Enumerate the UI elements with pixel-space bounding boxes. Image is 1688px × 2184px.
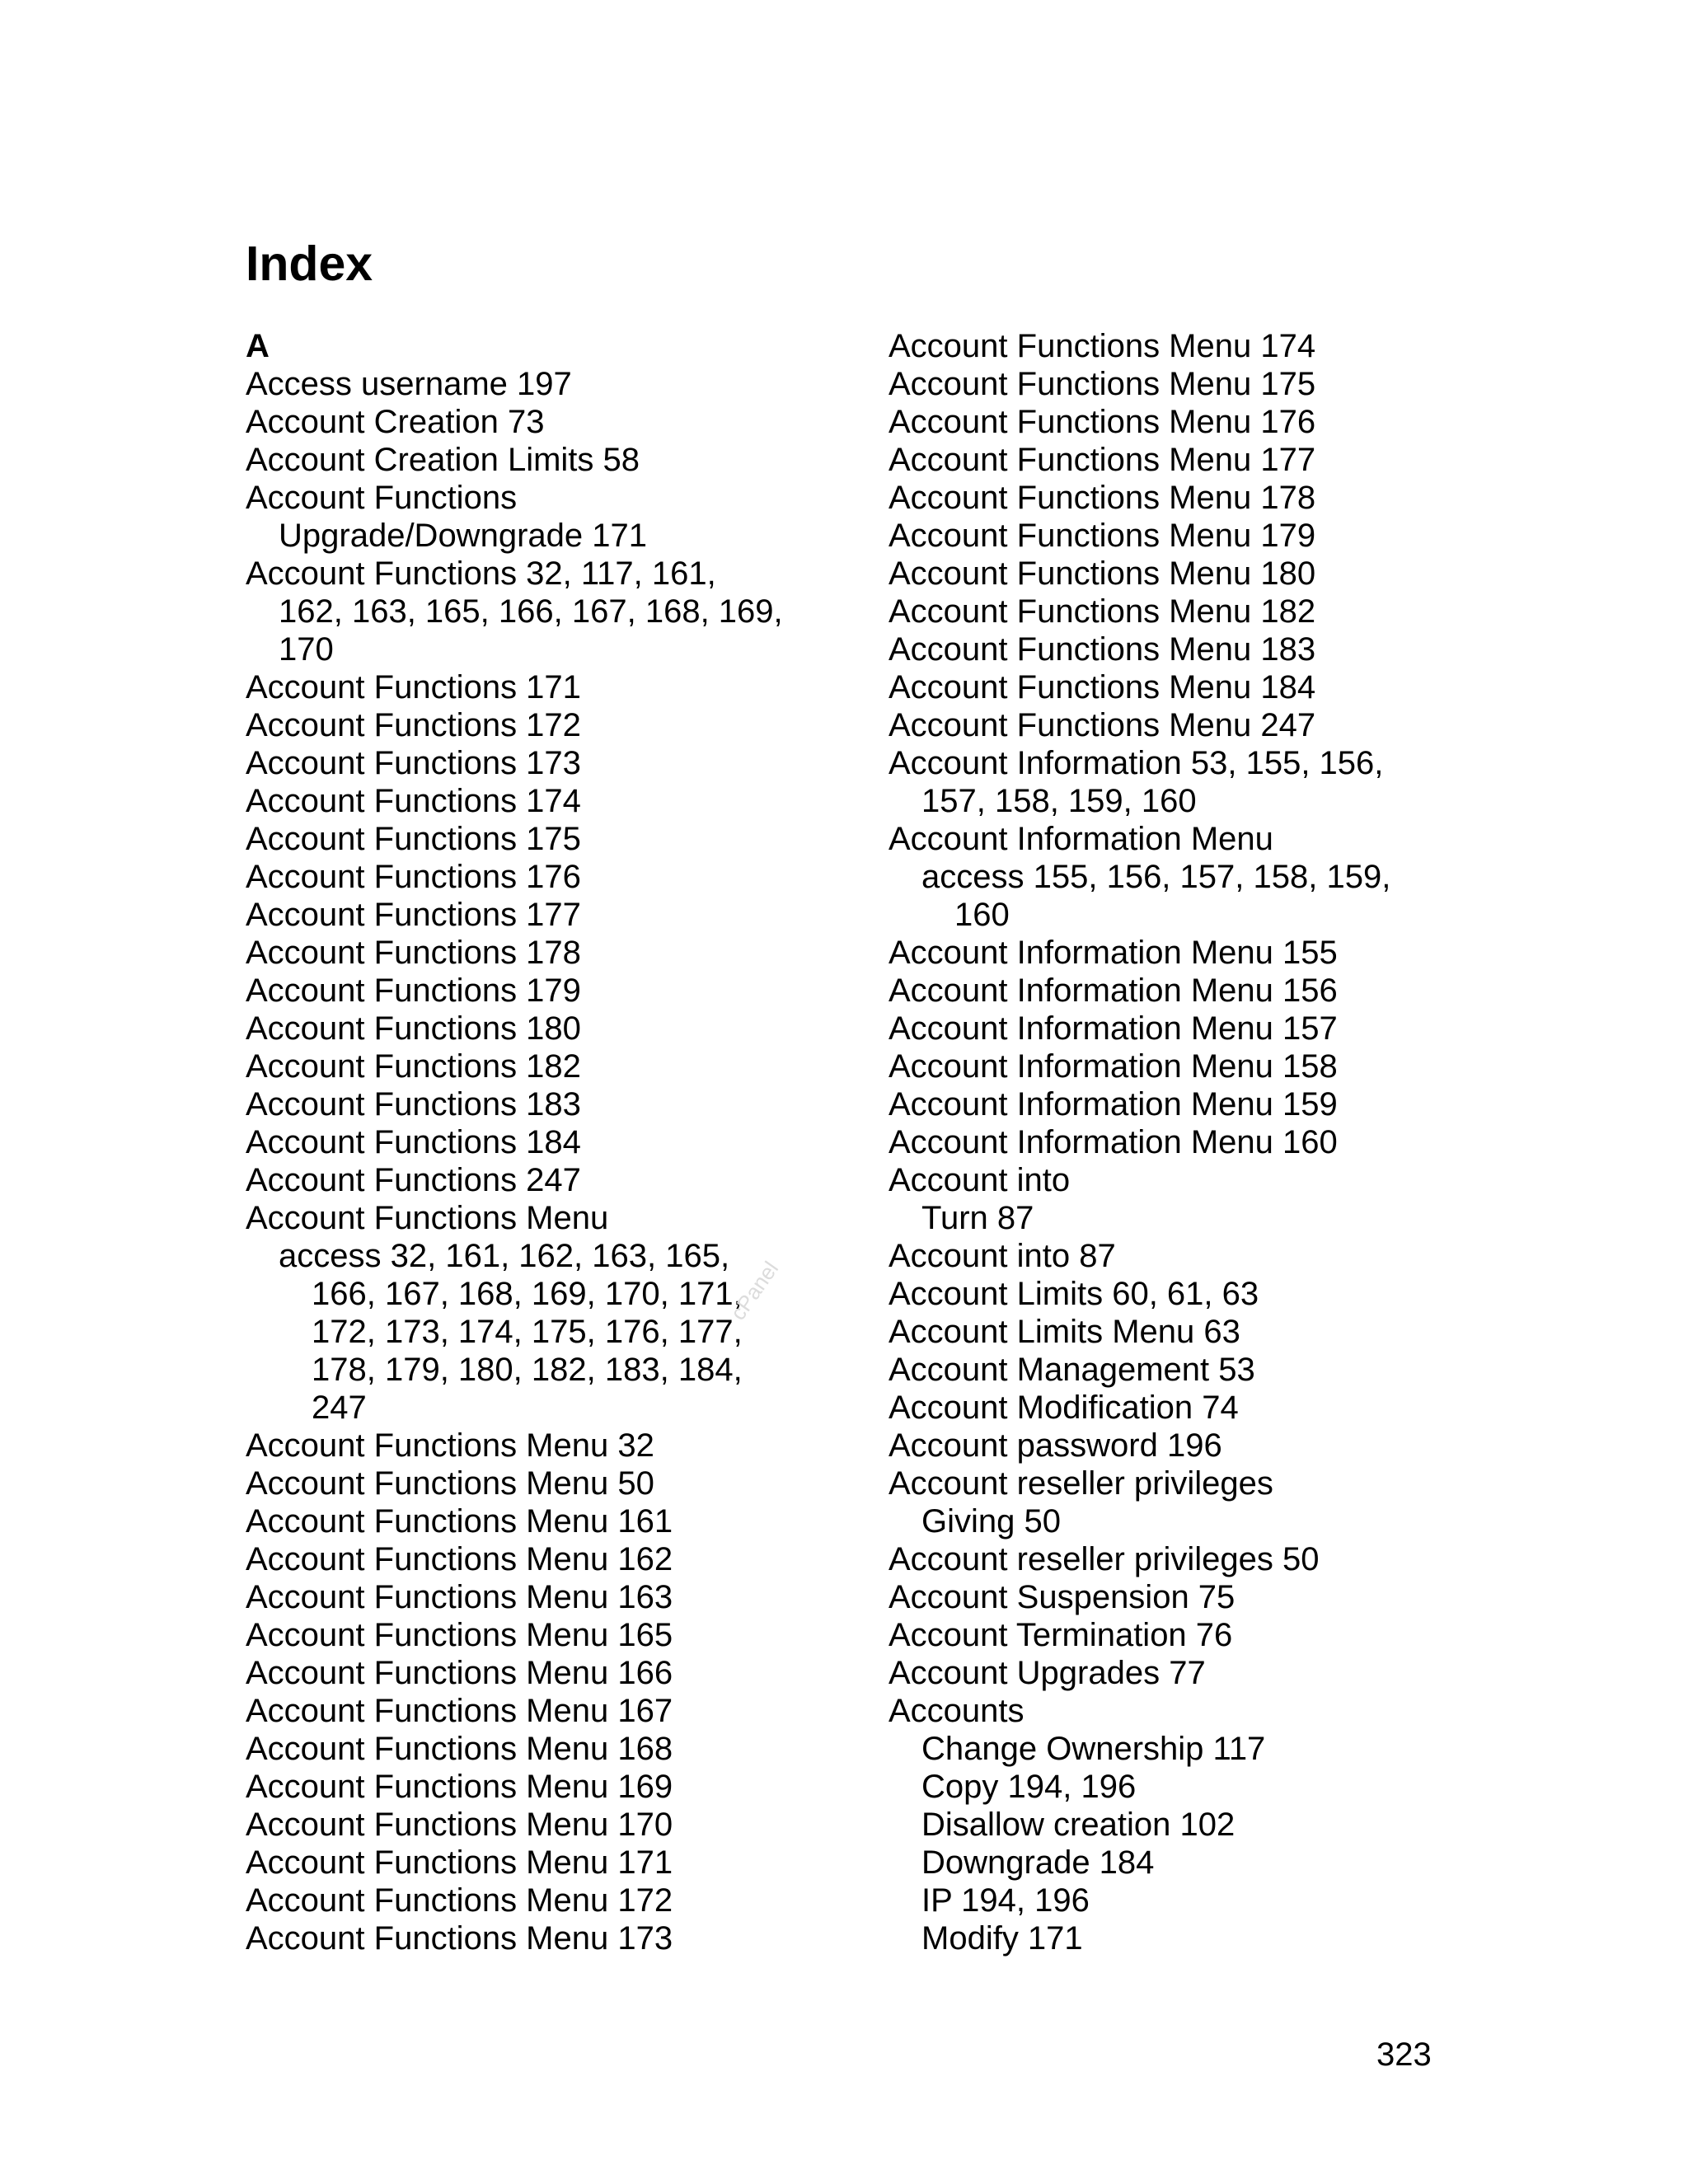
index-entry: Accounts	[889, 1693, 1025, 1729]
index-entry: 160	[954, 897, 1010, 933]
index-entry: Account Functions Menu 176	[889, 404, 1316, 440]
index-entry: Account Functions Menu 165	[246, 1617, 673, 1653]
index-entry: Downgrade 184	[921, 1844, 1155, 1881]
index-entry: Account into 87	[889, 1238, 1116, 1274]
page-number: 323	[1376, 2036, 1432, 2073]
index-entry: Account Functions 172	[246, 707, 581, 743]
index-entry: 166, 167, 168, 169, 170, 171,	[312, 1276, 743, 1312]
index-column-left	[246, 327, 872, 1957]
index-column-right	[889, 327, 1515, 1957]
index-entry: Account Functions Menu 168	[246, 1731, 673, 1767]
index-entry: 247	[312, 1390, 367, 1426]
index-entry: Account Functions 182	[246, 1048, 581, 1085]
index-entry: Account Functions Menu 178	[889, 480, 1316, 516]
index-entry: Account Functions Menu 183	[889, 631, 1316, 668]
watermark: cPanel	[725, 1256, 784, 1325]
index-entry: Account Functions	[246, 480, 518, 516]
index-entry: Account Functions Menu 182	[889, 593, 1316, 630]
index-entry: 178, 179, 180, 182, 183, 184,	[312, 1352, 743, 1388]
index-entry: Account Information Menu 160	[889, 1124, 1338, 1160]
index-entry: Account Creation 73	[246, 404, 545, 440]
index-entry: Account Termination 76	[889, 1617, 1233, 1653]
index-entry: Account Functions 174	[246, 783, 581, 819]
index-entry: 162, 163, 165, 166, 167, 168, 169,	[279, 593, 783, 630]
index-entry: access 32, 161, 162, 163, 165,	[279, 1238, 730, 1274]
index-entry: Account password 196	[889, 1427, 1222, 1464]
index-entry: Account Functions Menu 180	[889, 555, 1316, 592]
index-entry: Account Functions Menu 170	[246, 1807, 673, 1843]
index-entry: Account Upgrades 77	[889, 1655, 1206, 1691]
index-entry: Account Suspension 75	[889, 1579, 1236, 1615]
index-entry: Account Information Menu 158	[889, 1048, 1338, 1085]
index-entry: Account Functions 176	[246, 859, 581, 895]
index-entry: Account Functions Menu 166	[246, 1655, 673, 1691]
index-entry: Account Functions 175	[246, 821, 581, 857]
index-entry: Account Information Menu 157	[889, 1010, 1338, 1047]
index-entry: Upgrade/Downgrade 171	[279, 518, 647, 554]
index-entry: Account Information Menu 155	[889, 935, 1338, 971]
index-entry: 170	[279, 631, 334, 668]
index-entry: Account Functions Menu 167	[246, 1693, 673, 1729]
index-entry: Account Functions Menu 174	[889, 328, 1316, 364]
index-letter-heading: A	[246, 328, 270, 364]
index-entry: Account Management 53	[889, 1352, 1255, 1388]
index-entry: Copy 194, 196	[921, 1769, 1137, 1805]
index-entry: Account Limits 60, 61, 63	[889, 1276, 1259, 1312]
index-entry: Account Functions Menu 162	[246, 1541, 673, 1577]
index-entry: access 155, 156, 157, 158, 159,	[921, 859, 1391, 895]
index-entry: Account Functions Menu	[246, 1200, 609, 1236]
index-entry: Account Information Menu 159	[889, 1086, 1338, 1122]
index-entry: Account Functions Menu 172	[246, 1882, 673, 1919]
index-entry: Account Functions Menu 163	[246, 1579, 673, 1615]
index-entry: Account Functions 177	[246, 897, 581, 933]
index-entry: Account Functions Menu 177	[889, 442, 1316, 478]
index-entry: Modify 171	[921, 1920, 1083, 1957]
index-entry: Account Functions 179	[246, 972, 581, 1009]
index-entry: Account Limits Menu 63	[889, 1314, 1240, 1350]
index-entry: Turn 87	[921, 1200, 1034, 1236]
index-entry: Account Functions 178	[246, 935, 581, 971]
index-entry: Account into	[889, 1162, 1071, 1198]
index-entry: Account Information 53, 155, 156,	[889, 745, 1384, 781]
index-entry: Account Functions Menu 161	[246, 1503, 673, 1540]
index-entry: Giving 50	[921, 1503, 1061, 1540]
index-entry: 172, 173, 174, 175, 176, 177,	[312, 1314, 743, 1350]
index-entry: Access username 197	[246, 366, 572, 402]
index-entry: Account Functions 247	[246, 1162, 581, 1198]
index-entry: Account Functions 183	[246, 1086, 581, 1122]
index-entry: Account Functions Menu 169	[246, 1769, 673, 1805]
index-entry: Account Functions Menu 184	[889, 669, 1316, 705]
index-entry: Account Functions 184	[246, 1124, 581, 1160]
index-entry: Account Creation Limits 58	[246, 442, 640, 478]
index-entry: Account reseller privileges 50	[889, 1541, 1320, 1577]
index-entry: Account Information Menu	[889, 821, 1273, 857]
index-entry: Account Functions 32, 117, 161,	[246, 555, 716, 592]
index-entry: IP 194, 196	[921, 1882, 1090, 1919]
index-entry: 157, 158, 159, 160	[921, 783, 1197, 819]
index-entry: Account Functions Menu 50	[246, 1465, 654, 1502]
index-entry: Account Functions Menu 173	[246, 1920, 673, 1957]
index-entry: Account Functions Menu 179	[889, 518, 1316, 554]
index-entry: Account Functions 180	[246, 1010, 581, 1047]
index-entry: Account Information Menu 156	[889, 972, 1338, 1009]
index-entry: Account Functions 173	[246, 745, 581, 781]
index-entry: Account Functions Menu 171	[246, 1844, 673, 1881]
index-entry: Account reseller privileges	[889, 1465, 1273, 1502]
index-entry: Account Functions Menu 247	[889, 707, 1316, 743]
index-entry: Account Functions 171	[246, 669, 581, 705]
index-entry: Account Functions Menu 32	[246, 1427, 654, 1464]
page-title: Index	[246, 237, 373, 291]
index-entry: Change Ownership 117	[921, 1731, 1266, 1767]
index-entry: Account Functions Menu 175	[889, 366, 1316, 402]
index-entry: Disallow creation 102	[921, 1807, 1236, 1843]
index-entry: Account Modification 74	[889, 1390, 1239, 1426]
